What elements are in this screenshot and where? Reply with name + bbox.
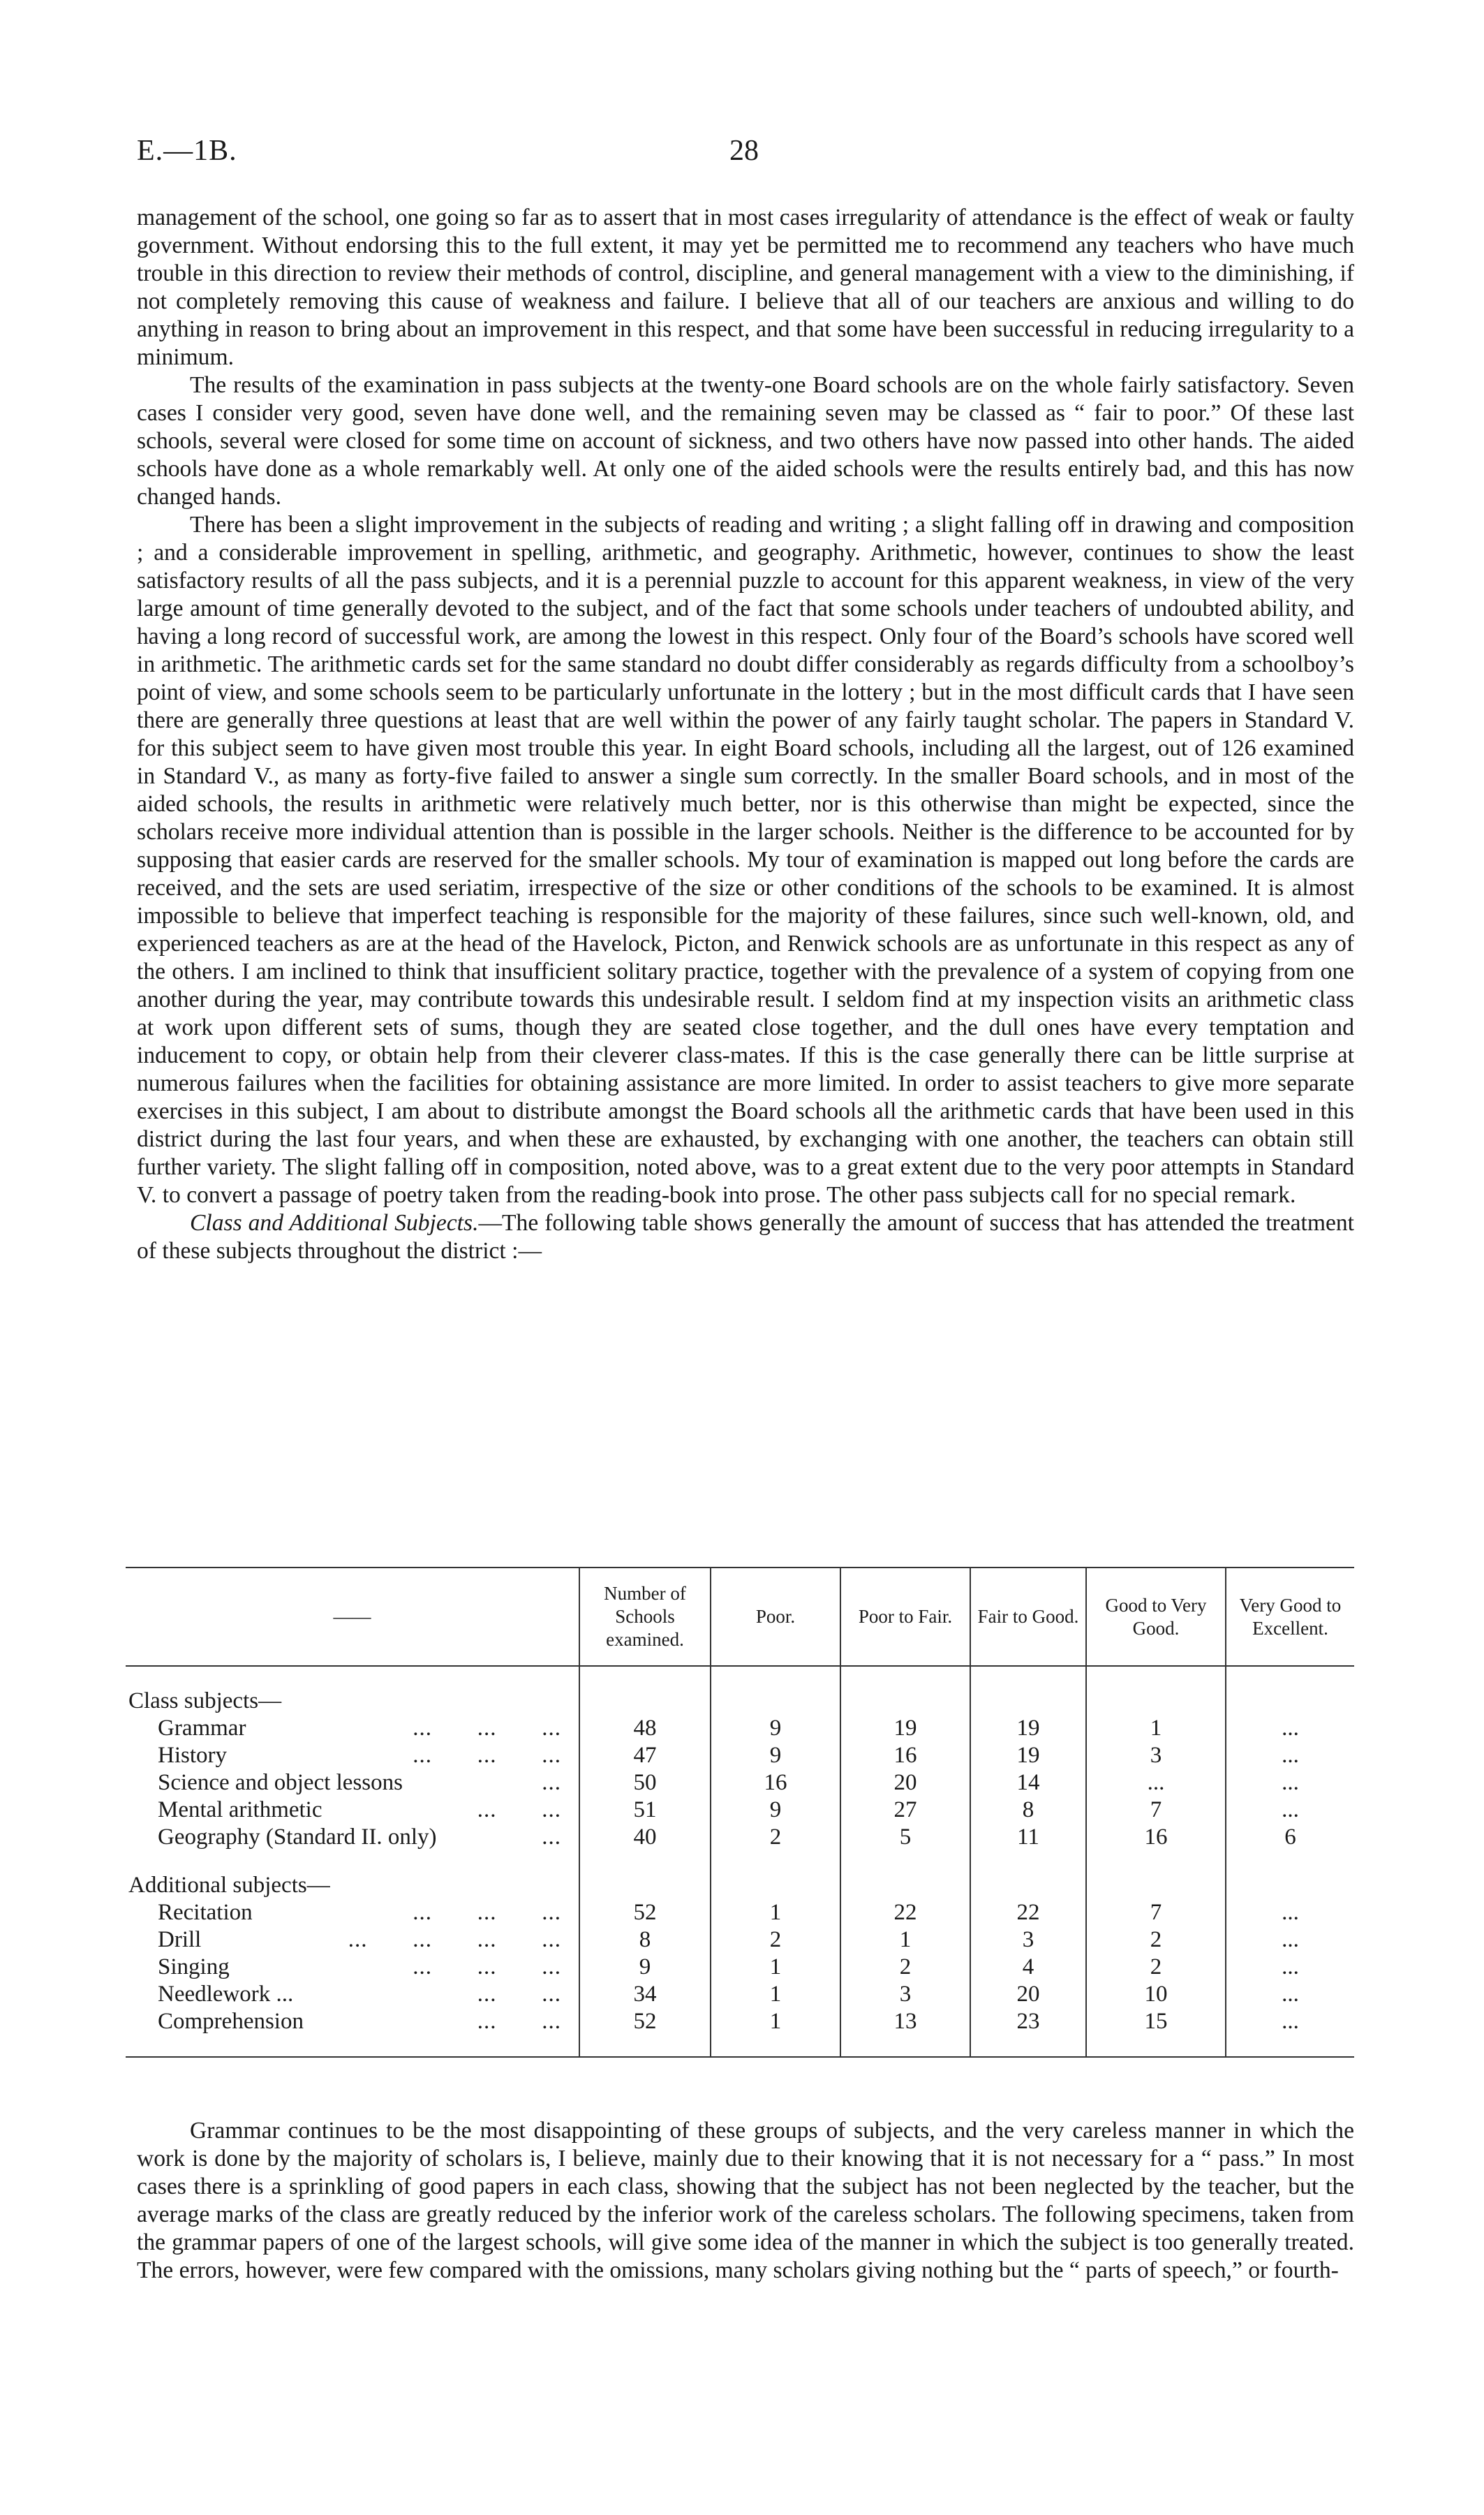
subject-label [126, 1824, 579, 1851]
table-row [126, 1769, 1354, 1797]
cell-poor-to-fair: 5 [840, 1824, 970, 1851]
header-good-to-very-good: Good to Very Good. [1086, 1568, 1226, 1666]
cell-fair-to-good: 3 [970, 1926, 1086, 1954]
cell-very-good-to-excellent: ... [1226, 1954, 1354, 1981]
paragraph-pass-results: The results of the examination in pass subjects at the twenty-one Board schools are on the whole fairly satisfactory. Seven cases I consider very good, seven have done well, and the remaining seven may be classed as “ fair to poor.” Of these last schools, several were closed for some time on account of sickness, and two others have now passed into other hands. The aided schools have done as a whole remarkably well. At only one of the aided schools were the results entirely bad, and this has now changed hands. [137, 372, 1354, 510]
class-subjects-heading-row [126, 1688, 1354, 1715]
cell-good-to-very-good: 10 [1086, 1981, 1226, 2008]
cell-good-to-very-good: 3 [1086, 1742, 1226, 1769]
cell-very-good-to-excellent: ... [1226, 1715, 1354, 1742]
cell-poor-to-fair: 22 [840, 1899, 970, 1926]
subject-label [126, 1715, 579, 1742]
table-row [126, 1899, 1354, 1926]
body-text-bottom [137, 2117, 1354, 2285]
subject-label [126, 1797, 579, 1824]
cell-fair-to-good: 20 [970, 1981, 1086, 2008]
cell-number-examined: 47 [579, 1742, 711, 1769]
cell-number-examined: 48 [579, 1715, 711, 1742]
cell-fair-to-good: 23 [970, 2008, 1086, 2035]
additional-subjects-heading: Additional subjects— [128, 1873, 330, 1898]
subject-name: Needlework ... [158, 1982, 294, 2007]
leader-dots: ... ... ... ... [348, 1927, 561, 1952]
header-poor: Poor. [711, 1568, 840, 1666]
cell-poor: 1 [711, 1981, 840, 2008]
cell-fair-to-good: 14 [970, 1769, 1086, 1797]
cell-very-good-to-excellent: ... [1226, 1769, 1354, 1797]
cell-poor-to-fair: 1 [840, 1926, 970, 1954]
cell-very-good-to-excellent: ... [1226, 1926, 1354, 1954]
cell-poor-to-fair: 13 [840, 2008, 970, 2035]
subject-name: History [158, 1743, 227, 1768]
cell-poor: 2 [711, 1926, 840, 1954]
body-text-top [137, 204, 1354, 1265]
paragraph-management: management of the school, one going so far as to assert that in most cases irregularity of attendance is the effect of weak or faulty government. Without endorsing this to the full extent, it may yet be permitted me to recommend any teachers who have much trouble in this direction to review their methods of control, discipline, and general management with a view to the diminishing, if not completely removing this cause of weakness and failure. I believe that all of our teachers are anxious and willing to do anything in reason to bring about an improvement in this respect, and that some have been successful in reducing irregularity to a minimum. [137, 205, 1354, 370]
table-row [126, 1797, 1354, 1824]
subject-name: Drill [158, 1927, 202, 1952]
cell-poor: 16 [711, 1769, 840, 1797]
header-label-dash: —— [333, 1606, 371, 1627]
cell-poor-to-fair: 16 [840, 1742, 970, 1769]
table-intro-heading: Class and Additional Subjects. [190, 1210, 479, 1236]
page-number: 28 [729, 135, 759, 167]
cell-fair-to-good: 19 [970, 1742, 1086, 1769]
cell-fair-to-good: 4 [970, 1954, 1086, 1981]
cell-very-good-to-excellent: ... [1226, 2008, 1354, 2035]
cell-good-to-very-good: 7 [1086, 1899, 1226, 1926]
leader-dots: ... ... ... [413, 1900, 561, 1925]
cell-very-good-to-excellent: 6 [1226, 1824, 1354, 1851]
cell-poor: 2 [711, 1824, 840, 1851]
cell-poor: 9 [711, 1797, 840, 1824]
cell-good-to-very-good: 16 [1086, 1824, 1226, 1851]
additional-subjects-heading-row [126, 1872, 1354, 1899]
leader-dots: ... [542, 1824, 561, 1850]
table-row [126, 1742, 1354, 1769]
cell-number-examined: 50 [579, 1769, 711, 1797]
cell-very-good-to-excellent: ... [1226, 1742, 1354, 1769]
cell-poor-to-fair: 20 [840, 1769, 970, 1797]
subject-label [126, 2008, 579, 2035]
cell-poor: 9 [711, 1742, 840, 1769]
cell-good-to-very-good: 1 [1086, 1715, 1226, 1742]
cell-poor-to-fair: 27 [840, 1797, 970, 1824]
document-reference: E.—1B. [137, 135, 237, 167]
header-fair-to-good: Fair to Good. [970, 1568, 1086, 1666]
table-row [126, 1715, 1354, 1742]
cell-number-examined: 8 [579, 1926, 711, 1954]
table-row [126, 2008, 1354, 2035]
leader-dots: ... ... [477, 1982, 561, 2007]
table-intro-text: —The following table shows generally the amount of success that has attended the treatment of these subjects throughout the district :— [137, 1210, 1354, 1264]
cell-poor-to-fair: 3 [840, 1981, 970, 2008]
leader-dots: ... [542, 1770, 561, 1795]
cell-poor-to-fair: 19 [840, 1715, 970, 1742]
subject-label [126, 1742, 579, 1769]
cell-fair-to-good: 22 [970, 1899, 1086, 1926]
paragraph-arithmetic: There has been a slight improvement in the subjects of reading and writing ; a slight falling off in drawing and composition ; and a considerable improvement in spelling, arithmetic, and geography. Arithmetic, however, continues to show the least satisfactory results of all the pass subjects, and it is a perennial puzzle to account for this apparent weakness, in view of the very large amount of time generally devoted to the subject, and of the fact that some schools under teachers of undoubted ability, and having a long record of successful work, are among the lowest in this respect. Only four of the Board’s schools have scored well in arithmetic. The arithmetic cards set for the same standard no doubt differ considerably as regards difficulty from a schoolboy’s point of view, and some schools seem to be particularly unfortunate in the lottery ; but in the most difficult cards that I have seen there are generally three questions at least that are well within the power of any fairly taught scholar. The papers in Standard V. for this subject seem to have given most trouble this year. In eight Board schools, including all the largest, out of 126 examined in Standard V., as many as forty-five failed to answer a single sum correctly. In the smaller Board schools, and in most of the aided schools, the results in arithmetic were relatively much better, nor is this otherwise than might be expected, since the scholars receive more individual attention than is possible in the larger schools. Neither is the difference to be accounted for by supposing that easier cards are reserved for the smaller schools. My tour of examination is mapped out long before the cards are received, and the sets are used seriatim, irrespective of the size or other conditions of the schools to be examined. It is almost impossible to believe that imperfect teaching is responsible for the majority of these failures, since such well-known, old, and experienced teachers as are at the head of the Havelock, Picton, and Renwick schools are as unfortunate in this respect as any of the others. I am inclined to think that insufficient solitary practice, together with the prevalence of a system of copying from one another during the year, may contribute towards this undesirable result. I seldom find at my inspection visits an arithmetic class at work upon different sets of sums, though they are seated close together, and the dull ones have every temptation and inducement to copy, or obtain help from their cleverer class-mates. If this is the case generally there can be little surprise at numerous failures when the facilities for obtaining assistance are more limited. In order to assist teachers to give more separate exercises in this subject, I am about to distribute amongst the Board schools all the arithmetic cards that have been used in this district during the last four years, and when these are exhausted, by exchanging with one another, the teachers can obtain still further variety. The slight falling off in composition, noted above, was to a great extent due to the very poor attempts in Standard V. to convert a passage of poetry taken from the reading-book into prose. The other pass subjects call for no special remark. [137, 512, 1354, 1208]
cell-good-to-very-good: 7 [1086, 1797, 1226, 1824]
subject-name: Grammar [158, 1716, 246, 1741]
cell-very-good-to-excellent: ... [1226, 1981, 1354, 2008]
subject-label [126, 1954, 579, 1981]
cell-number-examined: 51 [579, 1797, 711, 1824]
cell-fair-to-good: 8 [970, 1797, 1086, 1824]
cell-good-to-very-good: 2 [1086, 1926, 1226, 1954]
cell-good-to-very-good: 15 [1086, 2008, 1226, 2035]
cell-poor: 1 [711, 1954, 840, 1981]
header-very-good-to-excellent: Very Good to Excellent. [1226, 1568, 1354, 1666]
cell-very-good-to-excellent: ... [1226, 1797, 1354, 1824]
subject-name: Science and object lessons [158, 1770, 403, 1795]
cell-number-examined: 40 [579, 1824, 711, 1851]
leader-dots: ... ... ... [413, 1716, 561, 1741]
table-row [126, 1926, 1354, 1954]
cell-good-to-very-good: ... [1086, 1769, 1226, 1797]
table-row [126, 1981, 1354, 2008]
subject-name: Mental arithmetic [158, 1797, 322, 1822]
table-header-row [126, 1568, 1354, 1666]
subject-label [126, 1899, 579, 1926]
subject-name: Geography (Standard II. only) [158, 1824, 437, 1850]
cell-poor: 9 [711, 1715, 840, 1742]
cell-poor: 1 [711, 1899, 840, 1926]
subject-name: Comprehension [158, 2009, 304, 2034]
subject-name: Recitation [158, 1900, 253, 1925]
leader-dots: ... ... [477, 1797, 561, 1822]
subject-label [126, 1926, 579, 1954]
cell-number-examined: 52 [579, 1899, 711, 1926]
header-number-examined: Number of Schools examined. [579, 1568, 711, 1666]
subjects-success-table [126, 1567, 1354, 2058]
subject-name: Singing [158, 1954, 230, 1979]
table-row [126, 1954, 1354, 1981]
header-poor-to-fair: Poor to Fair. [840, 1568, 970, 1666]
class-subjects-heading: Class subjects— [128, 1688, 282, 1713]
cell-number-examined: 34 [579, 1981, 711, 2008]
cell-good-to-very-good: 2 [1086, 1954, 1226, 1981]
cell-very-good-to-excellent: ... [1226, 1899, 1354, 1926]
paragraph-table-intro [137, 1209, 1354, 1265]
page-header [137, 134, 1351, 176]
cell-fair-to-good: 11 [970, 1824, 1086, 1851]
leader-dots: ... ... ... [413, 1954, 561, 1979]
table-row [126, 1824, 1354, 1851]
cell-fair-to-good: 19 [970, 1715, 1086, 1742]
cell-poor-to-fair: 2 [840, 1954, 970, 1981]
leader-dots: ... ... [477, 2009, 561, 2034]
cell-number-examined: 52 [579, 2008, 711, 2035]
subject-label [126, 1981, 579, 2008]
cell-poor: 1 [711, 2008, 840, 2035]
cell-number-examined: 9 [579, 1954, 711, 1981]
paragraph-grammar: Grammar continues to be the most disappointing of these groups of subjects, and the very careless manner in which the work is done by the majority of scholars is, I believe, mainly due to their knowing that it is not necessary for a “ pass.” In most cases there is a sprinkling of good papers in each class, showing that the subject has not been neglected by the teacher, but the average marks of the class are greatly reduced by the inferior work of the careless scholars. The following specimens, taken from the grammar papers of one of the largest schools, will give some idea of the manner in which the subject is too generally treated. The errors, however, were few compared with the omissions, many scholars giving nothing but the “ parts of speech,” or fourth- [137, 2118, 1354, 2283]
leader-dots: ... ... ... [413, 1743, 561, 1768]
subject-label [126, 1769, 579, 1797]
